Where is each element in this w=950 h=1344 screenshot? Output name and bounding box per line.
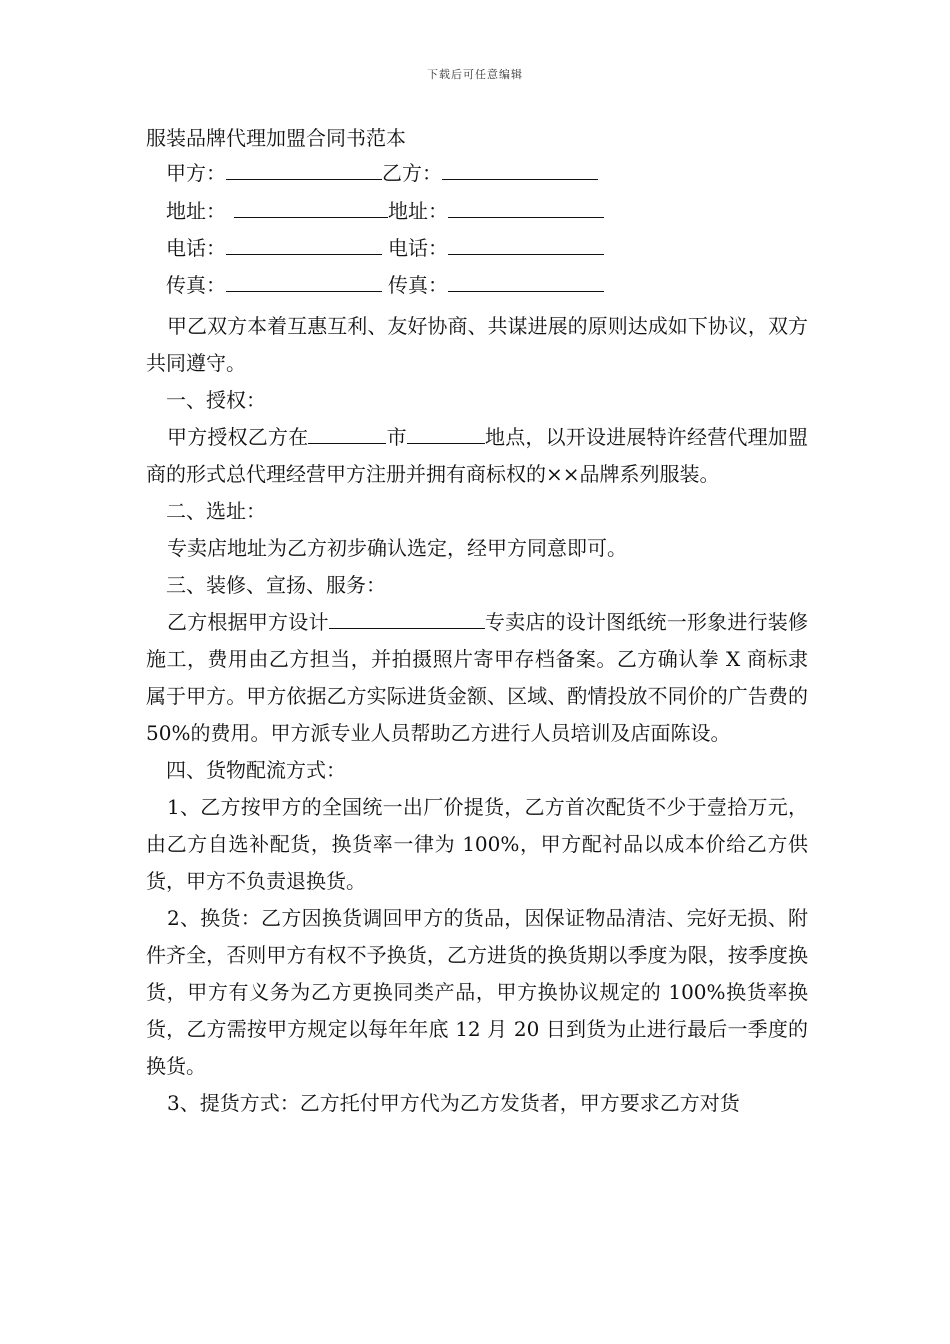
section-4-item-1: 1、乙方按甲方的全国统一出厂价提货，乙方首次配货不少于壹拾万元，由乙方自选补配货，换货率一律为 100%，甲方配衬品以成本价给乙方供货，甲方不负责退换货。 <box>146 795 808 893</box>
party-a-label: 甲方： <box>166 161 226 185</box>
section-4-item-2: 2、换货：乙方因换货调回甲方的货品，因保证物品清洁、完好无损、附件齐全，否则甲方有权不予换货，乙方进货的换货期以季度为限，按季度换货，甲方有义务为乙方更换同类产品，甲方换协议规定的 100%换货率换货，乙方需按甲方规定以每年年底 12 月 20 日到货为止进行最后一季度的换货。 <box>146 906 808 1078</box>
phone-a-label: 电话： <box>166 236 226 260</box>
section-3-paragraph <box>146 604 808 752</box>
phone-b-blank[interactable] <box>448 232 604 255</box>
section-1-text-a: 甲方授权乙方在 <box>167 425 309 449</box>
section-1-text-c: 地点，以开设进展特许经营代理加盟商的形式总代理经营甲方注册并拥有商标权的××品牌系列服装。 <box>146 425 809 486</box>
address-line <box>166 195 604 226</box>
fax-a-blank[interactable] <box>226 269 382 292</box>
location-blank[interactable] <box>407 421 485 444</box>
phone-b-label: 电话： <box>388 236 448 260</box>
design-blank[interactable] <box>329 606 485 629</box>
fax-line <box>166 269 604 300</box>
section-3-text-a: 乙方根据甲方设计 <box>167 610 329 634</box>
fax-b-label: 传真： <box>388 273 448 297</box>
section-4-item-3: 3、提货方式：乙方托付甲方代为乙方发货者，甲方要求乙方对货 <box>167 1091 740 1115</box>
party-b-label: 乙方： <box>382 161 442 185</box>
fax-a-label: 传真： <box>166 273 226 297</box>
section-2-paragraph: 专卖店地址为乙方初步确认选定，经甲方同意即可。 <box>167 536 627 560</box>
document-title: 服装品牌代理加盟合同书范本 <box>146 126 406 150</box>
party-a-blank[interactable] <box>226 157 382 180</box>
party-line <box>166 157 598 188</box>
party-b-blank[interactable] <box>442 157 598 180</box>
contract-body <box>146 308 808 1122</box>
section-1-heading: 一、授权： <box>166 388 266 412</box>
phone-line <box>166 232 604 263</box>
section-3-heading: 三、装修、宣扬、服务： <box>166 573 386 597</box>
address-a-label: 地址： <box>166 199 226 223</box>
address-b-label: 地址： <box>388 199 448 223</box>
section-2-heading: 二、选址： <box>166 499 266 523</box>
header-note: 下载后可任意编辑 <box>427 68 523 81</box>
address-b-blank[interactable] <box>448 195 604 218</box>
section-4-heading: 四、货物配流方式： <box>166 758 346 782</box>
section-1-text-b: 市 <box>386 425 407 449</box>
address-a-blank[interactable] <box>234 195 388 218</box>
section-1-paragraph <box>146 419 808 493</box>
fax-b-blank[interactable] <box>448 269 604 292</box>
city-blank[interactable] <box>308 421 386 444</box>
phone-a-blank[interactable] <box>226 232 382 255</box>
section-3-text-b: 专卖店的设计图纸统一形象进行装修施工，费用由乙方担当，并拍摄照片寄甲存档备案。乙方确认拳 X 商标隶属于甲方。甲方依据乙方实际进货金额、区域、酌情投放不同价的广告费的 50%的费用。甲方派专业人员帮助乙方进行人员培训及店面陈设。 <box>146 610 809 745</box>
intro-paragraph: 甲乙双方本着互惠互利、友好协商、共谋进展的原则达成如下协议，双方共同遵守。 <box>146 314 808 375</box>
